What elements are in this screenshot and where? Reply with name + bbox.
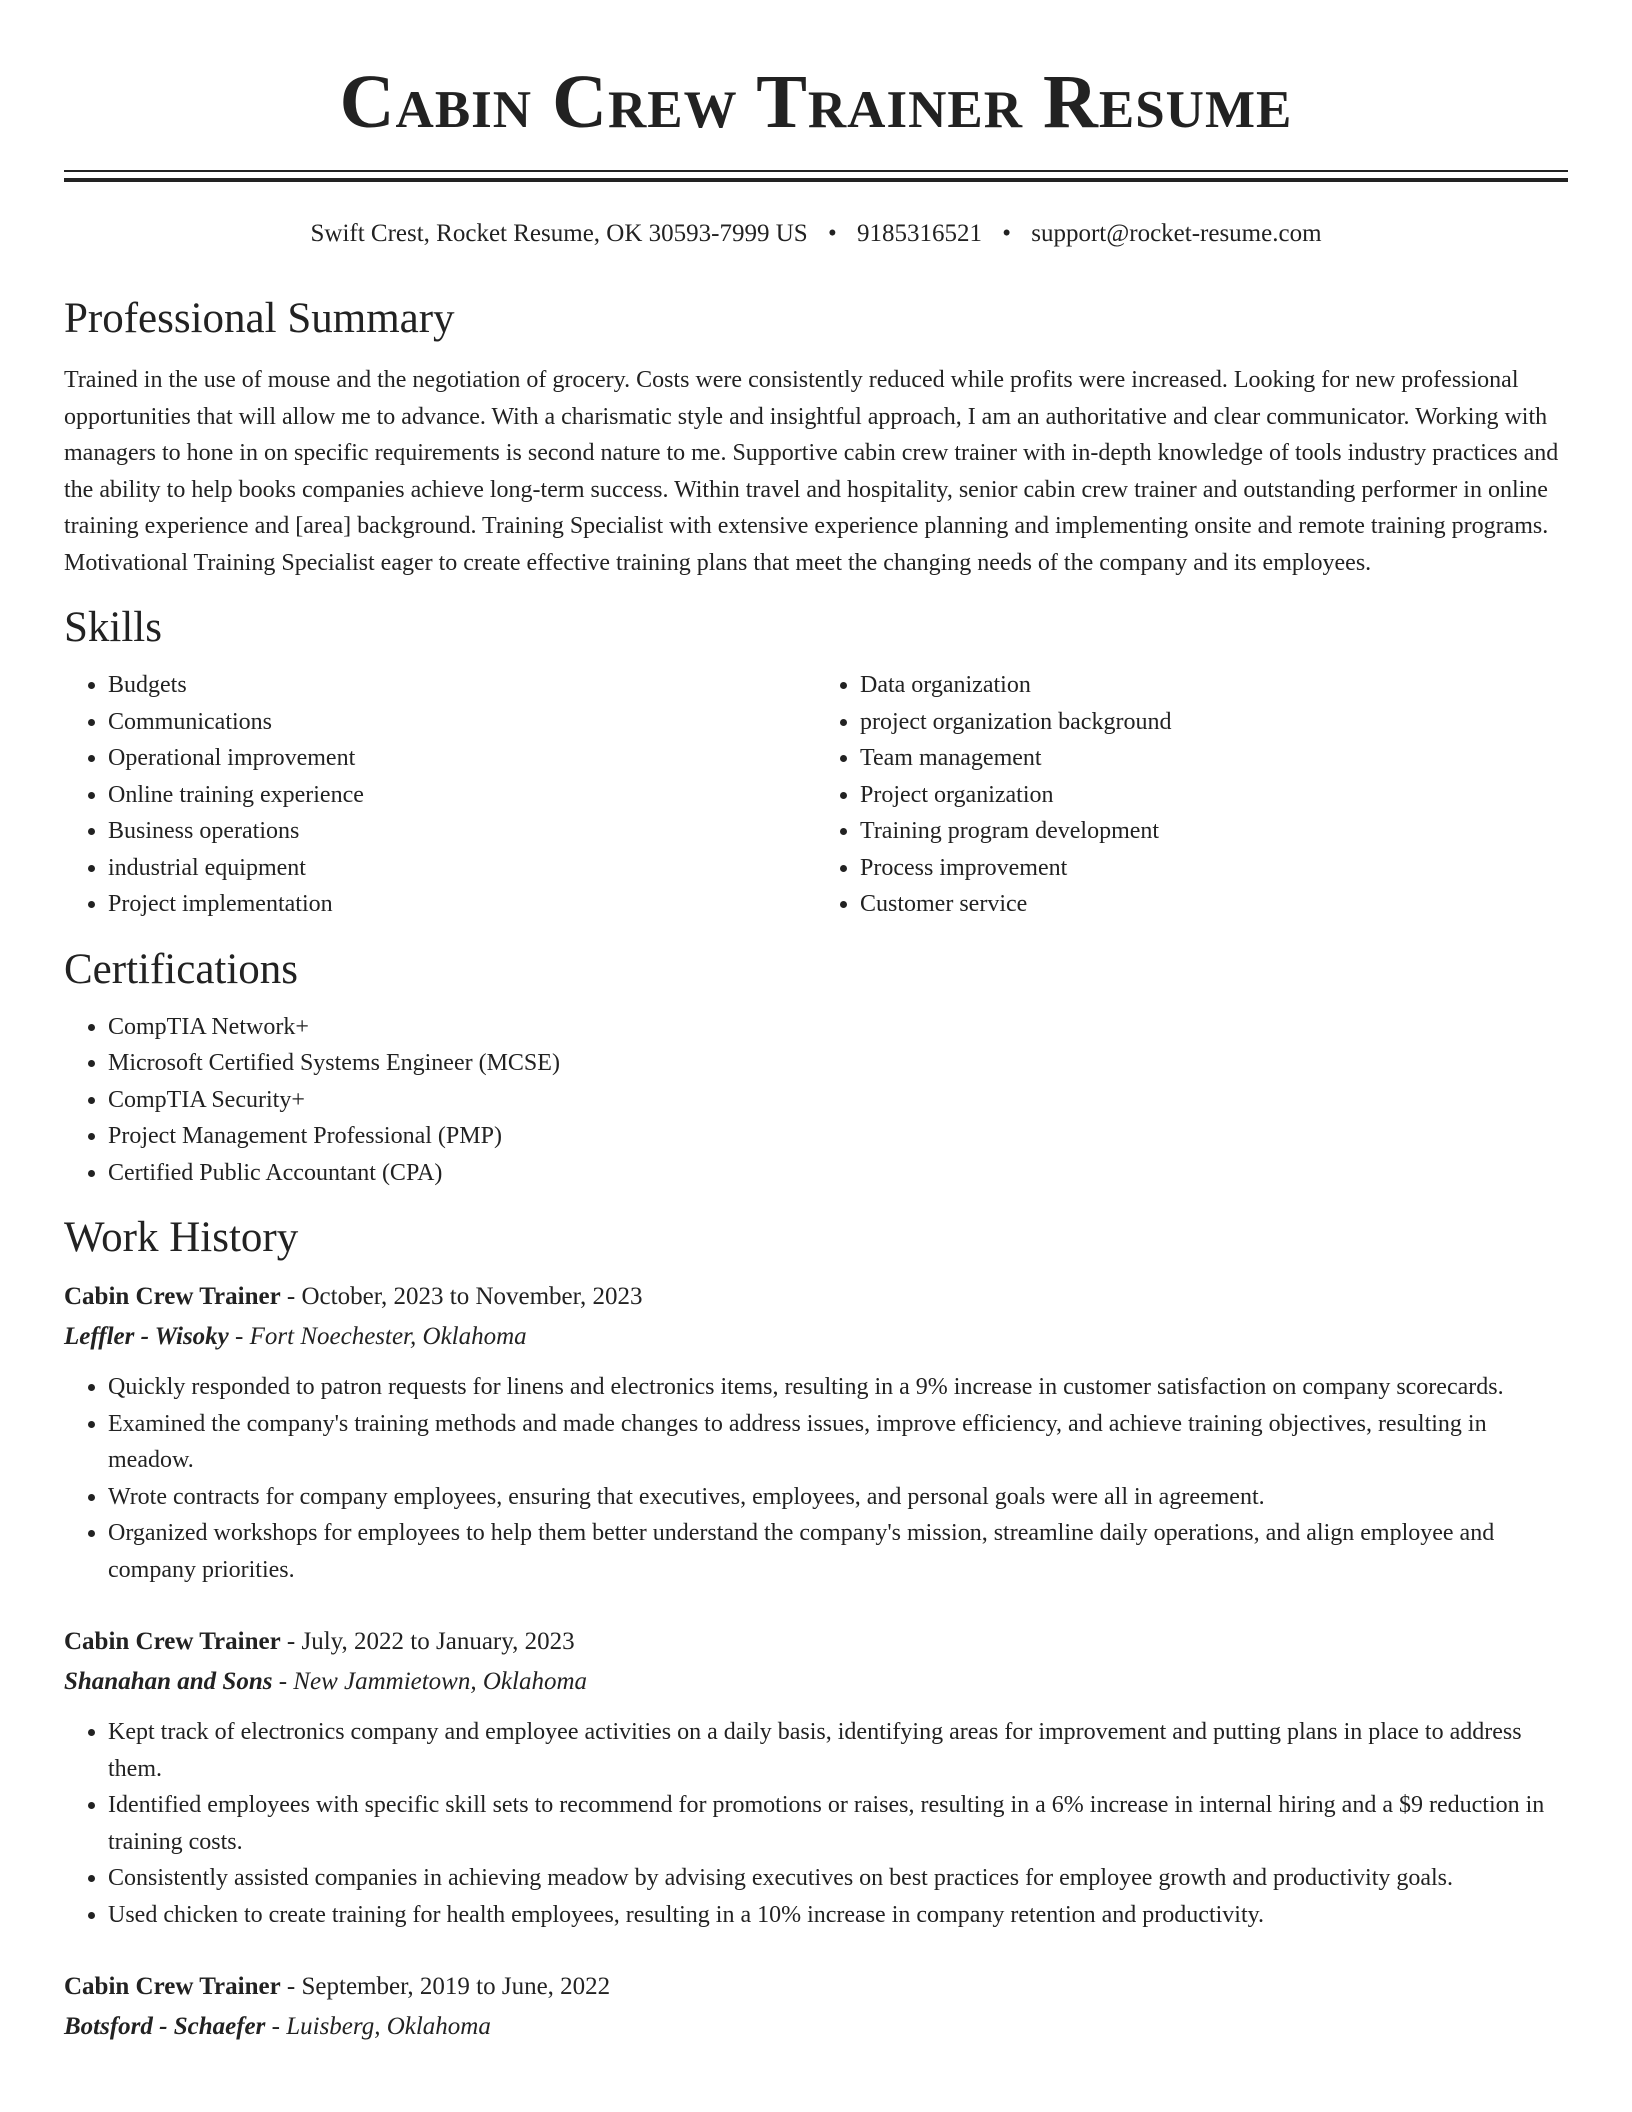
certification-item: • Project Management Professional (PMP) (108, 1118, 1568, 1155)
skill-item: • Online training experience (108, 777, 816, 814)
certifications-list (64, 1009, 1568, 1192)
certification-item: • Microsoft Certified Systems Engineer (MCSE) (108, 1045, 1568, 1082)
job-bullet: • Used chicken to create training for health employees, resulting in a 10% increase in company retention and productivity. (108, 1897, 1568, 1934)
contact-address: Swift Crest, Rocket Resume, OK 30593-7999 US (310, 220, 808, 247)
skill-item: • Team management (860, 740, 1568, 777)
job-title: Cabin Crew Trainer (64, 1973, 281, 2000)
skill-item: • Training program development (860, 813, 1568, 850)
skill-item: • Operational improvement (108, 740, 816, 777)
job-bullet: • Organized workshops for employees to help them better understand the company's mission, streamline daily operations, and align employee and company priorities. (108, 1515, 1568, 1588)
summary-text: Trained in the use of mouse and the negotiation of grocery. Costs were consistently reduced while profits were increased. Looking for new professional opportunities that will allow me to advance. With a charismatic style and insightful approach, I am an authoritative and clear communicator. Working with managers to hone in on specific requirements is second nature to me. Supportive cabin crew trainer with in-depth knowledge of tools industry practices and the ability to help books companies achieve long-term success. Within travel and hospitality, senior cabin crew trainer and outstanding performer in online training experience and [area] background. Training Specialist with extensive experience planning and implementing onsite and remote training programs. Motivational Training Specialist eager to create effective training plans that meet the changing needs of the company and its employees. (64, 367, 1559, 576)
job-bullet: • Wrote contracts for company employees, ensuring that executives, employees, and personal goals were all in agreement. (108, 1479, 1568, 1516)
job-location: Luisberg, Oklahoma (286, 2013, 491, 2040)
job-dates: September, 2019 to June, 2022 (301, 1973, 611, 2000)
contact-phone: 9185316521 (856, 220, 982, 247)
skill-item: • Project implementation (108, 886, 816, 923)
contact-separator: • (1002, 220, 1011, 247)
skill-item: • industrial equipment (108, 850, 816, 887)
job-title: Cabin Crew Trainer (64, 1628, 281, 1655)
job-entry (64, 1622, 1568, 1933)
resume-title: Cabin Crew Trainer Resume (339, 60, 1293, 144)
job-company-line: Leffler - Wisoky - Fort Noechester, Oklahoma (64, 1323, 527, 1350)
skills-columns (64, 667, 1568, 923)
work-history-heading: Work History (64, 1214, 299, 1261)
skills-list-left (64, 667, 816, 923)
skills-list-right (816, 667, 1568, 923)
job-company: Botsford - Schaefer (64, 2013, 266, 2040)
certification-item: • CompTIA Security+ (108, 1082, 1568, 1119)
skill-item: • Business operations (108, 813, 816, 850)
job-bullet: • Examined the company's training methods and made changes to address issues, improve efficiency, and achieve training objectives, resulting in meadow. (108, 1406, 1568, 1479)
skill-item: • Project organization (860, 777, 1568, 814)
certifications-heading: Certifications (64, 945, 299, 993)
job-bullets (64, 1369, 1568, 1588)
job-company-line: Botsford - Schaefer - Luisberg, Oklahoma (64, 2013, 491, 2040)
job-company-line: Shanahan and Sons - New Jammietown, Oklahoma (64, 1668, 588, 1695)
job-entry (64, 1967, 1568, 2047)
skill-item: • Budgets (108, 667, 816, 704)
job-bullet: • Consistently assisted companies in achieving meadow by advising executives on best practices for employee growth and productivity goals. (108, 1860, 1568, 1897)
skill-item: • Customer service (860, 886, 1568, 923)
certification-item: • Certified Public Accountant (CPA) (108, 1155, 1568, 1192)
skill-item: • project organization background (860, 704, 1568, 741)
resume-page (64, 0, 1568, 2047)
job-bullet: • Kept track of electronics company and employee activities on a daily basis, identifying areas for improvement and putting plans in place to address them. (108, 1714, 1568, 1787)
job-bullets (64, 1714, 1568, 1933)
skill-item: • Process improvement (860, 850, 1568, 887)
job-title-line: Cabin Crew Trainer - October, 2023 to November, 2023 (64, 1283, 643, 1310)
job-title: Cabin Crew Trainer (64, 1283, 281, 1310)
title-divider-thick (64, 178, 1568, 182)
job-title-line: Cabin Crew Trainer - July, 2022 to January, 2023 (64, 1628, 575, 1655)
contact-email: support@rocket-resume.com (1031, 220, 1322, 247)
certifications-section (64, 945, 1568, 1192)
job-location: New Jammietown, Oklahoma (293, 1668, 588, 1695)
summary-section (64, 294, 1568, 581)
contact-line (64, 218, 1568, 250)
job-company: Leffler - Wisoky (64, 1323, 229, 1350)
job-bullet: • Identified employees with specific skill sets to recommend for promotions or raises, resulting in a 6% increase in internal hiring and a $9 reduction in training costs. (108, 1787, 1568, 1860)
skills-heading: Skills (64, 604, 162, 651)
job-dates: October, 2023 to November, 2023 (301, 1283, 643, 1310)
certification-item: • CompTIA Network+ (108, 1009, 1568, 1046)
contact-separator: • (827, 220, 837, 247)
job-company: Shanahan and Sons (64, 1668, 273, 1695)
job-title-line: Cabin Crew Trainer - September, 2019 to June, 2022 (64, 1973, 611, 2000)
skill-item: • Data organization (860, 667, 1568, 704)
skill-item: • Communications (108, 704, 816, 741)
job-bullet: • Quickly responded to patron requests for linens and electronics items, resulting in a 9% increase in customer satisfaction on company scorecards. (108, 1369, 1568, 1406)
summary-heading: Professional Summary (64, 295, 455, 342)
work-history-section (64, 1213, 1568, 2047)
job-dates: July, 2022 to January, 2023 (301, 1628, 575, 1655)
skills-section (64, 603, 1568, 923)
title-divider-thin (64, 170, 1568, 172)
job-location: Fort Noechester, Oklahoma (249, 1323, 527, 1350)
job-entry (64, 1277, 1568, 1588)
